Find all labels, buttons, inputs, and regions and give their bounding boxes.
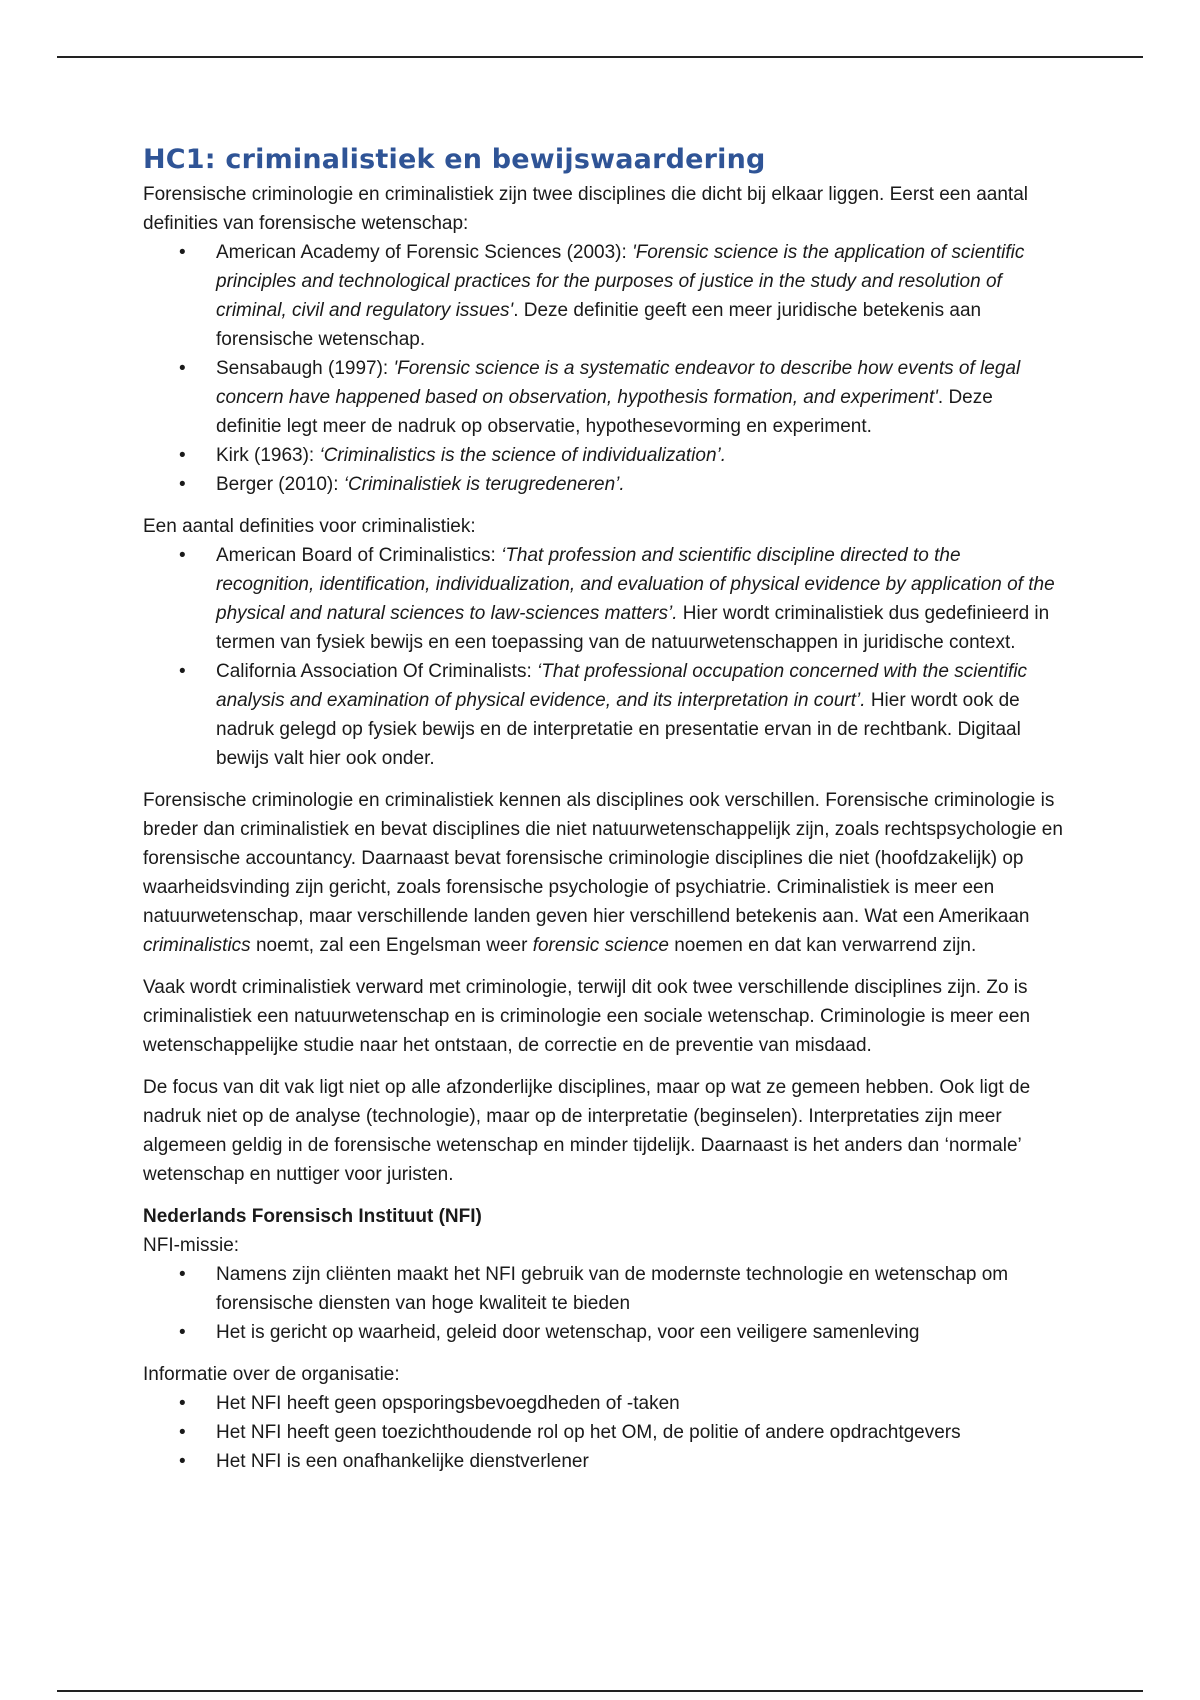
nfi-org-label: Informatie over de organisatie: xyxy=(143,1364,400,1385)
criminalistics-definitions-list xyxy=(143,541,1063,773)
list-item xyxy=(143,1318,1063,1347)
definition-comment: Hier wordt ook de nadruk gelegd op fysiek bewijs en de interpretatie en presentatie ervan in de rechtbank. Digitaal bewijs valt hier ook onder. xyxy=(216,690,1021,769)
definition-source: American Academy of Forensic Sciences (2003): xyxy=(216,242,633,263)
list-item xyxy=(143,541,1063,657)
definition-quote: ‘That profession and scientific discipline directed to the recognition, identification, individualization, and evaluation of physical evidence by application of the physical and natural sciences to law-sciences matters’. xyxy=(216,545,1055,624)
list-item xyxy=(143,1260,1063,1318)
nfi-org-list xyxy=(143,1389,1063,1476)
page-title: HC1: criminalistiek en bewijswaardering xyxy=(143,144,766,175)
definition-comment: Hier wordt criminalistiek dus gedefinieerd in termen van fysiek bewijs en een toepassing van de natuurwetenschappen in juridische context. xyxy=(216,603,1050,653)
bullet-icon: • xyxy=(179,358,186,379)
focus-paragraph: De focus van dit vak ligt niet op alle afzonderlijke disciplines, maar op wat ze gemeen hebben. Ook ligt de nadruk niet op de analyse (technologie), maar op de interpretatie (beginselen). Interpretaties zijn meer algemeen geldig in de forensische wetenschap en minder tijdelijk. Daarnaast is het anders dan ‘normale’ wetenschap en nuttiger voor juristen. xyxy=(143,1077,1031,1185)
document-body xyxy=(143,140,1063,1476)
definition-source: Berger (2010): xyxy=(216,474,344,495)
intro-paragraph: Forensische criminologie en criminalistiek zijn twee disciplines die dicht bij elkaar liggen. Eerst een aantal definities van forensische wetenschap: xyxy=(143,184,1028,234)
paragraph-text: noemt, zal een Engelsman weer xyxy=(250,935,533,956)
definition-comment: . Deze definitie geeft een meer juridische betekenis aan forensische wetenschap. xyxy=(216,300,982,350)
list-item xyxy=(143,238,1063,354)
criminalistics-intro: Een aantal definities voor criminalistiek: xyxy=(143,516,476,537)
list-item-text: Het NFI heeft geen opsporingsbevoegdheden of -taken xyxy=(216,1393,680,1414)
definition-source: Sensabaugh (1997): xyxy=(216,358,394,379)
definition-quote: ‘Criminalistiek is terugredeneren’. xyxy=(343,474,625,495)
paragraph-text: noemen en dat kan verwarrend zijn. xyxy=(668,935,977,956)
list-item xyxy=(143,1389,1063,1418)
footer-rule xyxy=(57,1690,1143,1692)
list-item xyxy=(143,1447,1063,1476)
italic-term: forensic science xyxy=(532,935,669,956)
list-item-text: Het NFI is een onafhankelijke dienstverlener xyxy=(216,1451,589,1472)
definition-quote: 'Forensic science is the application of scientific principles and technological practices for the purposes of justice in the study and resolution of criminal, civil and regulatory issues' xyxy=(216,242,1025,321)
bullet-icon: • xyxy=(179,1264,186,1285)
list-item xyxy=(143,441,1063,470)
paragraph-text: Forensische criminologie en criminalistiek kennen als disciplines ook verschillen. Forensische criminologie is breder dan criminalistiek en bevat disciplines die niet natuurwetenschappelijk zijn, zoals rechtspsychologie en forensische accountancy. Daarnaast bevat forensische criminologie disciplines die niet (hoofdzakelijk) op waarheidsvinding zijn gericht, zoals forensische psychologie of psychiatrie. Criminalistiek is meer een natuurwetenschap, maar verschillende landen geven hier verschillend betekenis aan. Wat een Amerikaan xyxy=(143,790,1063,927)
list-item-text: Het is gericht op waarheid, geleid door wetenschap, voor een veiligere samenleving xyxy=(216,1322,920,1343)
bullet-icon: • xyxy=(179,445,186,466)
list-item xyxy=(143,354,1063,441)
bullet-icon: • xyxy=(179,242,186,263)
list-item xyxy=(143,657,1063,773)
bullet-icon: • xyxy=(179,474,186,495)
list-item xyxy=(143,470,1063,499)
list-item-text: Het NFI heeft geen toezichthoudende rol op het OM, de politie of andere opdrachtgevers xyxy=(216,1422,961,1443)
definition-comment: . Deze definitie legt meer de nadruk op observatie, hypothesevorming en experiment. xyxy=(216,387,993,437)
bullet-icon: • xyxy=(179,1322,186,1343)
bullet-icon: • xyxy=(179,1451,186,1472)
definition-quote: ‘Criminalistics is the science of individualization’. xyxy=(319,445,727,466)
bullet-icon: • xyxy=(179,1393,186,1414)
bullet-icon: • xyxy=(179,545,186,566)
definition-quote: ‘That professional occupation concerned with the scientific analysis and examination of physical evidence, and its interpretation in court’. xyxy=(216,661,1028,711)
nfi-heading: Nederlands Forensisch Instituut (NFI) xyxy=(143,1206,482,1227)
nfi-mission-list xyxy=(143,1260,1063,1347)
definition-source: Kirk (1963): xyxy=(216,445,320,466)
differences-paragraph xyxy=(143,786,1063,960)
bullet-icon: • xyxy=(179,661,186,682)
list-item xyxy=(143,1418,1063,1447)
nfi-mission-label: NFI-missie: xyxy=(143,1235,240,1256)
definition-source: California Association Of Criminalists: xyxy=(216,661,537,682)
italic-term: criminalistics xyxy=(143,935,251,956)
definition-source: American Board of Criminalistics: xyxy=(216,545,502,566)
definition-quote: 'Forensic science is a systematic endeavor to describe how events of legal concern have happened based on observation, hypothesis formation, and experiment' xyxy=(216,358,1021,408)
forensic-definitions-list xyxy=(143,238,1063,499)
list-item-text: Namens zijn cliënten maakt het NFI gebruik van de modernste technologie en wetenschap om forensische diensten van hoge kwaliteit te bieden xyxy=(216,1264,1009,1314)
header-rule xyxy=(57,56,1143,58)
confusion-paragraph: Vaak wordt criminalistiek verward met criminologie, terwijl dit ook twee verschillende disciplines zijn. Zo is criminalistiek een natuurwetenschap en is criminologie een sociale wetenschap. Criminologie is meer een wetenschappelijke studie naar het ontstaan, de correctie en de preventie van misdaad. xyxy=(143,977,1031,1056)
bullet-icon: • xyxy=(179,1422,186,1443)
